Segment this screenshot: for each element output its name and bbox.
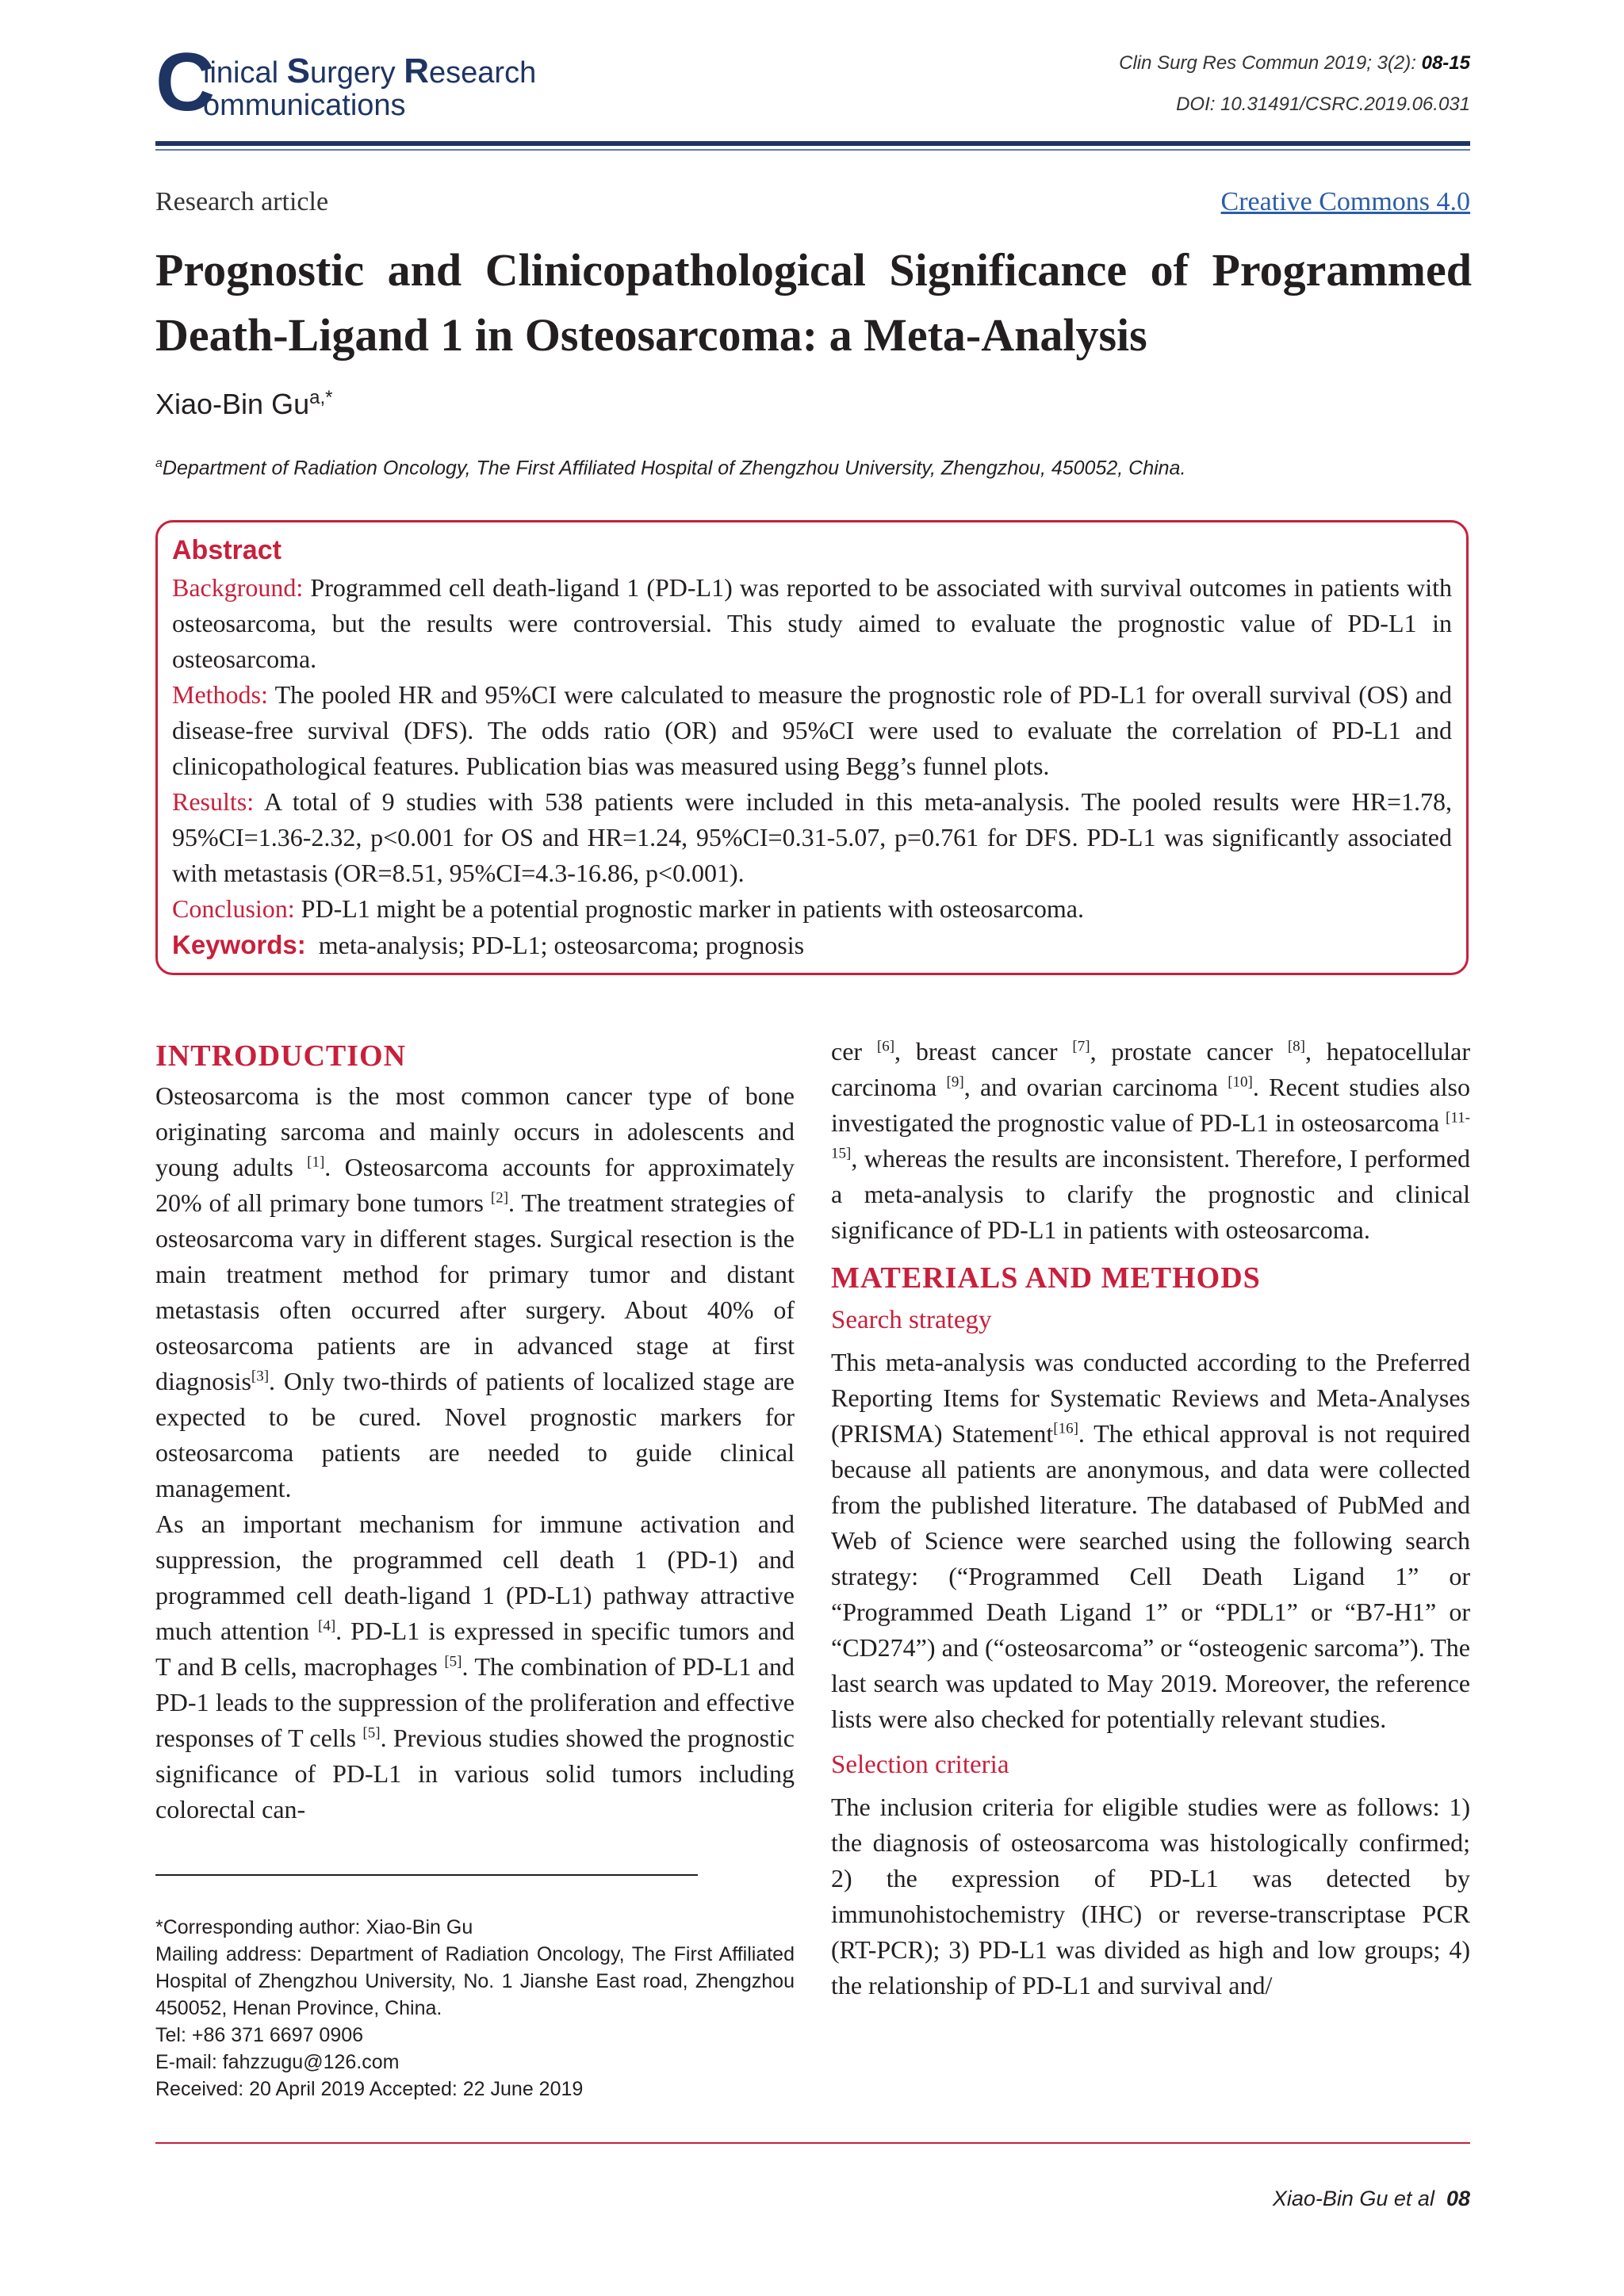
journal-citation: Clin Surg Res Commun 2019; 3(2): 08-15 <box>1119 52 1470 74</box>
page-title: Prognostic and Clinicopathological Significance of Programmed Death-Ligand 1 in Osteosarcoma: a Meta-Analysis <box>155 244 1472 361</box>
page-footer <box>1273 2187 1470 2211</box>
header-rule-thin <box>155 149 1470 151</box>
journal-doi: DOI: 10.31491/CSRC.2019.06.031 <box>1176 94 1470 115</box>
footer-rule <box>155 2142 1470 2144</box>
license-link[interactable]: Creative Commons 4.0 <box>1220 187 1470 216</box>
abstract-conclusion: Conclusion: PD-L1 might be a potential prognostic marker in patients with osteosarcoma. <box>172 894 1084 923</box>
abstract-results: Results: A total of 9 studies with 538 patients were included in this meta-analysis. The pooled results were HR=1.78, 95%CI=1.36-2.32, p<0.001 for OS and HR=1.24, 95%CI=0.31-5.07, p=0.761 for DFS. PD-L1 was significantly associated with metastasis (OR=8.51, 95%CI=4.3-16.86, p<0.001). <box>172 787 1452 887</box>
footnote-rule <box>155 1874 698 1876</box>
corresponding-author: *Corresponding author: Xiao-Bin Gu <box>155 1916 473 1938</box>
abstract-methods: Methods: The pooled HR and 95%CI were calculated to measure the prognostic role of PD-L1 for overall survival (OS) and disease-free survival (DFS). The odds ratio (OR) and 95%CI were used to evaluate the correlation of PD-L1 and clinicopathological features. Publication bias was measured using Begg’s funnel plots. <box>172 680 1452 780</box>
abstract-heading: Abstract <box>172 535 282 565</box>
selection-criteria-heading: Selection criteria <box>831 1751 1009 1779</box>
logo-c-glyph: C <box>155 36 216 128</box>
received-accepted: Received: 20 April 2019 Accepted: 22 June 2019 <box>155 2078 584 2100</box>
search-strategy-heading: Search strategy <box>831 1306 992 1334</box>
methods-heading: MATERIALS AND METHODS <box>831 1261 1261 1295</box>
logo-line-1: linical Surgery Research <box>203 52 537 90</box>
footer-authors: Xiao-Bin Gu et al <box>1272 2187 1434 2210</box>
intro-paragraph-3: cer [6], breast cancer [7], prostate cancer [8], hepatocellular carcinoma [9], and ovarian carcinoma [10]. Recent studies also investigated the prognostic value of PD-L1 in osteosarcoma [11-15], whereas the results are inconsistent. Therefore, I performed a meta-analysis to clarify the prognostic and clinical significance of PD-L1 in patients with osteosarcoma. <box>831 1037 1471 1244</box>
selection-criteria-paragraph: The inclusion criteria for eligible studies were as follows: 1) the diagnosis of osteosarcoma was histologically confirmed; 2) the expression of PD-L1 was detected by immunohistochemistry (IHC) or reverse-transcriptase PCR (RT-PCR); 3) PD-L1 was divided as high and low groups; 4) the relationship of PD-L1 and survival and/ <box>831 1793 1470 1999</box>
author-line <box>155 387 332 421</box>
left-column <box>155 1034 795 1827</box>
journal-logo <box>155 36 599 128</box>
abstract-background: Background: Programmed cell death-ligand 1 (PD-L1) was reported to be associated with survival outcomes in patients with osteosarcoma, but the results were controversial. This study aimed to evaluate the prognostic value of PD-L1 in osteosarcoma. <box>172 573 1452 673</box>
abstract-keywords: Keywords: meta-analysis; PD-L1; osteosarcoma; prognosis <box>172 930 805 959</box>
affiliation: $^a$Department of Radiation Oncology, The First Affiliated Hospital of Zhengzhou University, Zhengzhou, 450052, China. <box>155 457 1186 480</box>
header-rule <box>155 141 1470 146</box>
author-marks: a,* <box>309 387 333 408</box>
footnote <box>155 1914 795 2103</box>
logo-line-2: ommunications <box>203 89 406 122</box>
telephone: Tel: +86 371 6697 0906 <box>155 2024 364 2046</box>
right-column <box>831 1034 1470 2003</box>
email: E-mail: fahzzugu@126.com <box>155 2051 400 2073</box>
introduction-heading: INTRODUCTION <box>155 1039 407 1073</box>
abstract-box <box>155 520 1469 975</box>
search-strategy-paragraph: This meta-analysis was conducted according to the Preferred Reporting Items for Systematic Reviews and Meta-Analyses (PRISMA) Statement[16]. The ethical approval is not required because all patients are anonymous, and data were collected from the published literature. The databased of PubMed and Web of Science were searched using the following search strategy: (“Programmed Cell Death Ligand 1” or “Programmed Death Ligand 1” or “PDL1” or “B7-H1” or “CD274”) and (“osteosarcoma” or “osteogenic sarcoma”). The last search was updated to May 2019. Moreover, the reference lists were also checked for potentially relevant studies. <box>831 1348 1471 1733</box>
intro-paragraph-2: As an important mechanism for immune activation and suppression, the programmed cell death 1 (PD-1) and programmed cell death-ligand 1 (PD-L1) pathway attractive much attention [4]. PD-L1 is expressed in specific tumors and T and B cells, macrophages [5]. The combination of PD-L1 and PD-1 leads to the suppression of the proliferation and effective responses of T cells [5]. Previous studies showed the prognostic significance of PD-L1 in various solid tumors including colorectal can- <box>155 1510 795 1823</box>
intro-paragraph-1: Osteosarcoma is the most common cancer type of bone originating sarcoma and mainly occurs in adolescents and young adults [1]. Osteosarcoma accounts for approximately 20% of all primary bone tumors [2]. The treatment strategies of osteosarcoma vary in different stages. Surgical resection is the main treatment method for primary tumor and distant metastasis often occurred after surgery. About 40% of osteosarcoma patients are in advanced stage at first diagnosis[3]. Only two-thirds of patients of localized stage are expected to be cured. Novel prognostic markers for osteosarcoma patients are needed to guide clinical management. <box>155 1081 795 1502</box>
mailing-address: Mailing address: Department of Radiation Oncology, The First Affiliated Hospital of Zhengzhou University, No. 1 Jianshe East road, Zhengzhou 450052, Henan Province, China. <box>155 1943 795 2019</box>
article-type: Research article <box>155 187 329 216</box>
author-name: Xiao-Bin Gu <box>155 388 310 420</box>
page-number: 08 <box>1446 2187 1470 2210</box>
